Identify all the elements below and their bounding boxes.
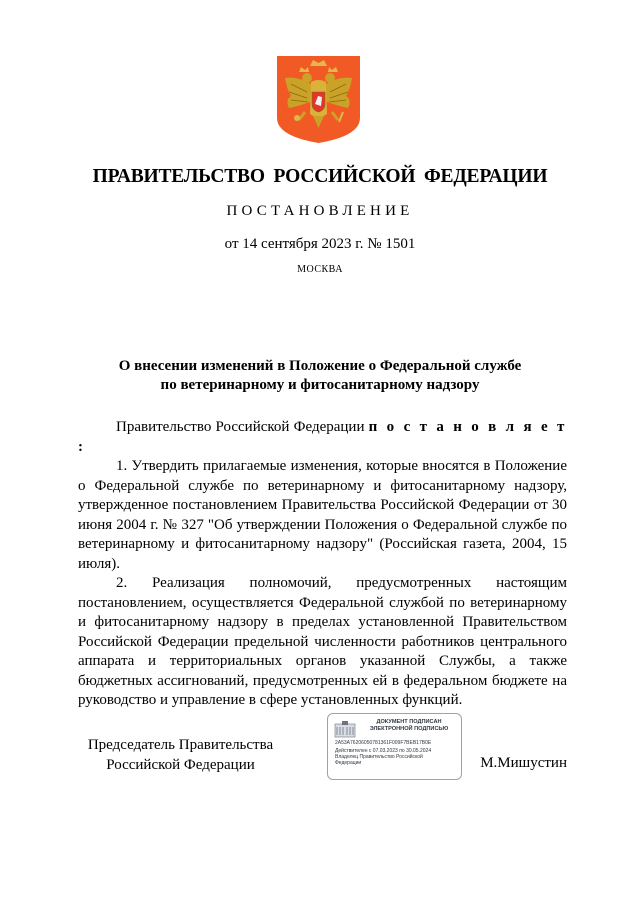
stamp-heading-line-2: ЭЛЕКТРОННОЙ ПОДПИСЬЮ: [369, 725, 449, 732]
signatory-name: М.Мишустин: [480, 755, 567, 771]
heading-line-1: О внесении изменений в Положение о Федеральной службе: [118, 358, 522, 374]
stamp-serial: 2A53A76206050781361F009F7BEB17B0E: [335, 740, 432, 746]
stamp-validity: Действителен с 07.03.2023 по 30.05.2024: [335, 748, 432, 754]
electronic-signature-stamp: [327, 713, 462, 780]
resolution-heading: [0, 357, 640, 395]
signatory-title: [78, 736, 283, 775]
signatory-title-line-1: Председатель Правительства: [87, 737, 274, 753]
building-icon: [334, 720, 356, 738]
stamp-heading: [358, 719, 460, 732]
intro-emphasis: п о с т а н о в л я е т :: [78, 419, 567, 455]
paragraph-2: 2. Реализация полномочий, предусмотренных настоящим постановлением, осуществляется Федеральной службой по ветеринарному и фитосанитарному надзору в пределах установленной Правительством Российской Федерации предельной численности работников центрального аппарата и территориальных органов указанной Службы, а также бюджетных ассигнований, предусмотренных ей в федеральном бюджете на руководство и управление в сфере установленных функций.: [78, 575, 567, 708]
government-title: ПРАВИТЕЛЬСТВО РОССИЙСКОЙ ФЕДЕРАЦИИ: [92, 166, 548, 187]
stamp-owner-line-1: Владелец Правительство Российской: [335, 754, 423, 760]
intro-paragraph: [78, 418, 567, 457]
document-type: ПОСТАНОВЛЕНИЕ: [226, 203, 414, 219]
russian-coat-of-arms-icon: [277, 56, 360, 143]
coat-of-arms-emblem: [277, 56, 360, 143]
stamp-owner-line-2: Федерации: [335, 760, 362, 766]
intro-text: Правительство Российской Федерации: [116, 419, 369, 435]
document-body: [78, 418, 567, 711]
stamp-heading-line-1: ДОКУМЕНТ ПОДПИСАН: [376, 719, 442, 725]
signatory-title-line-2: Российской Федерации: [106, 756, 255, 773]
paragraph-1: 1. Утвердить прилагаемые изменения, которые вносятся в Положение о Федеральной службе по ветеринарному и фитосанитарному надзору, утвержденное постановлением Правительства Российской Федерации от 30 июня 2004 г. № 327 "Об утверждении Положения о Федеральной службе по ветеринарному и фитосанитарному надзору" (Российская газета, 2004, 15 июля).: [78, 458, 567, 572]
city: МОСКВА: [297, 264, 343, 275]
heading-line-2: по ветеринарному и фитосанитарному надзору: [160, 377, 480, 393]
date-and-number: от 14 сентября 2023 г. № 1501: [224, 236, 416, 252]
